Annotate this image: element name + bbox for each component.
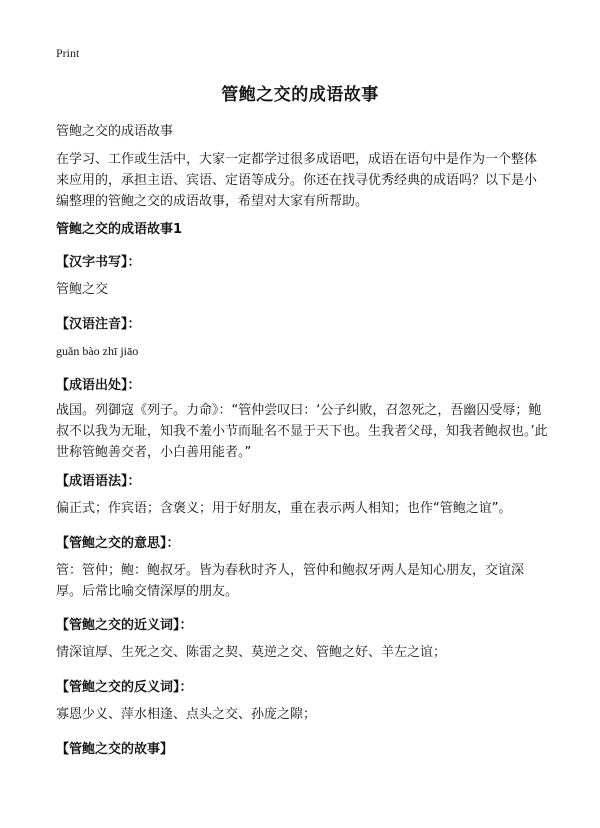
synonym-text: 情深谊厚、生死之交、陈雷之契、莫逆之交、管鲍之好、羊左之谊； (56, 645, 447, 660)
story-section-heading: 【管鲍之交的故事】 (56, 742, 174, 757)
meaning-heading: 【管鲍之交的意思】： (56, 536, 180, 551)
hanzi-text: 管鲍之交 (56, 282, 109, 297)
origin-heading: 【成语出处】： (56, 378, 141, 393)
print-link[interactable]: Print (56, 46, 80, 60)
synonym-heading: 【管鲍之交的近义词】： (56, 618, 193, 633)
page-title: 管鲍之交的成语故事 (221, 85, 379, 105)
grammar-heading: 【成语语法】： (56, 474, 141, 489)
subtitle: 管鲍之交的成语故事 (56, 124, 174, 139)
pinyin-text: guǎn bào zhī jiāo (56, 344, 139, 358)
antonym-heading: 【管鲍之交的反义词】： (56, 680, 193, 695)
antonym-text: 寡恩少义、萍水相逢、点头之交、孙庞之隙； (56, 707, 317, 722)
intro-paragraph: 在学习、工作或生活中，大家一定都学过很多成语吧，成语在语句中是作为一个整体来应用的，承担主语、宾语、定语等成分。你还在找寻优秀经典的成语吗？以下是小编整理的管鲍之交的成语故事，希望对大家有所帮助。 (56, 152, 538, 209)
pinyin-heading: 【汉语注音】： (56, 317, 141, 332)
story-heading: 管鲍之交的成语故事1 (56, 222, 183, 237)
hanzi-heading: 【汉字书写】： (56, 255, 141, 270)
grammar-text: 偏正式；作宾语；含褒义；用于好朋友，重在表示两人相知；也作“管鲍之谊”。 (56, 501, 512, 516)
meaning-text: 管：管仲；鲍：鲍叔牙。皆为春秋时齐人，管仲和鲍叔牙两人是知心朋友，交谊深厚。后常比喻交情深厚的朋友。 (56, 563, 525, 599)
origin-text: 战国。列御寇《列子。力命》：“管仲尝叹曰：‘公子纠败，召忽死之，吾幽囚受辱；鲍叔不以我为无耻，知我不羞小节而耻名不显于天下也。生我者父母，知我者鲍叔也。’此世称管鲍善交者，小白善用能者。” (56, 403, 548, 460)
